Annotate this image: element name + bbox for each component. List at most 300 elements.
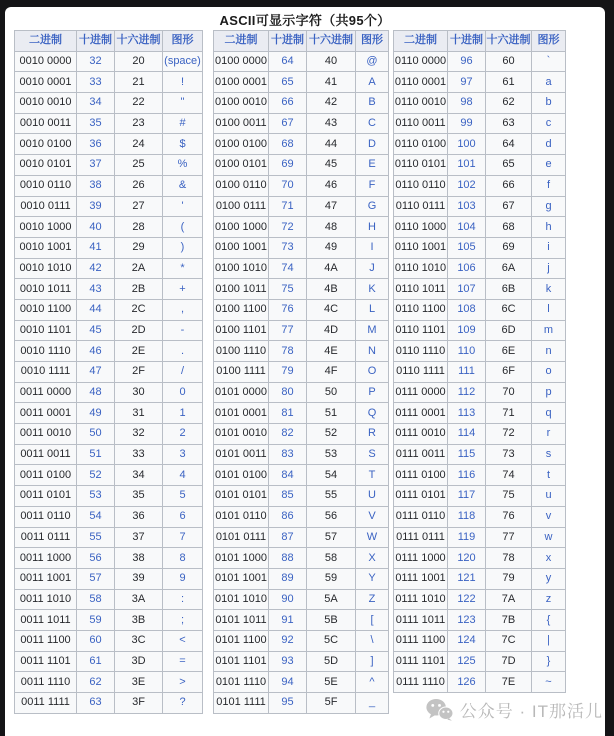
binary-cell: 0010 1100 xyxy=(15,299,77,320)
decimal-cell: 80 xyxy=(269,382,307,403)
binary-cell: 0101 1001 xyxy=(214,568,269,589)
table-row xyxy=(214,175,389,196)
decimal-cell: 84 xyxy=(269,465,307,486)
decimal-cell: 72 xyxy=(269,217,307,238)
decimal-cell: 101 xyxy=(448,155,486,176)
decimal-cell: 32 xyxy=(77,51,115,72)
decimal-cell: 87 xyxy=(269,527,307,548)
table-row xyxy=(15,589,203,610)
hex-cell: 75 xyxy=(486,486,532,507)
table-row xyxy=(214,341,389,362)
glyph-cell: @ xyxy=(356,51,389,72)
table-row xyxy=(15,403,203,424)
hex-cell: 5F xyxy=(307,693,356,714)
table-row xyxy=(214,258,389,279)
decimal-cell: 74 xyxy=(269,258,307,279)
binary-cell: 0011 0010 xyxy=(15,424,77,445)
binary-cell: 0110 0001 xyxy=(394,72,448,93)
glyph-cell: , xyxy=(163,299,203,320)
table-row xyxy=(214,506,389,527)
binary-cell: 0010 0010 xyxy=(15,93,77,114)
hex-cell: 66 xyxy=(486,175,532,196)
decimal-cell: 114 xyxy=(448,424,486,445)
glyph-cell: & xyxy=(163,175,203,196)
binary-cell: 0010 1000 xyxy=(15,217,77,238)
glyph-cell: A xyxy=(356,72,389,93)
hex-cell: 48 xyxy=(307,217,356,238)
page-content xyxy=(5,7,605,736)
table-row xyxy=(214,217,389,238)
glyph-cell: s xyxy=(532,444,566,465)
decimal-cell: 60 xyxy=(77,630,115,651)
decimal-cell: 41 xyxy=(77,237,115,258)
glyph-cell: O xyxy=(356,362,389,383)
hex-cell: 35 xyxy=(115,486,163,507)
glyph-cell: < xyxy=(163,630,203,651)
hex-cell: 78 xyxy=(486,548,532,569)
decimal-cell: 58 xyxy=(77,589,115,610)
decimal-cell: 113 xyxy=(448,403,486,424)
glyph-cell: > xyxy=(163,672,203,693)
hex-cell: 55 xyxy=(307,486,356,507)
decimal-cell: 61 xyxy=(77,651,115,672)
glyph-cell: ( xyxy=(163,217,203,238)
binary-cell: 0100 0011 xyxy=(214,113,269,134)
hex-cell: 4F xyxy=(307,362,356,383)
decimal-cell: 86 xyxy=(269,506,307,527)
decimal-cell: 48 xyxy=(77,382,115,403)
glyph-cell: 8 xyxy=(163,548,203,569)
binary-cell: 0110 0110 xyxy=(394,175,448,196)
binary-cell: 0111 0010 xyxy=(394,424,448,445)
glyph-cell: i xyxy=(532,237,566,258)
glyph-cell: * xyxy=(163,258,203,279)
watermark xyxy=(426,695,603,723)
binary-cell: 0101 1011 xyxy=(214,610,269,631)
table-row xyxy=(394,258,566,279)
hex-cell: 6E xyxy=(486,341,532,362)
decimal-cell: 66 xyxy=(269,93,307,114)
glyph-cell: T xyxy=(356,465,389,486)
ascii-table-64-95 xyxy=(213,30,389,714)
table-row xyxy=(15,548,203,569)
column-header-decimal: 十进制 xyxy=(77,31,115,52)
binary-cell: 0110 1010 xyxy=(394,258,448,279)
glyph-cell: ) xyxy=(163,237,203,258)
table-row xyxy=(214,672,389,693)
hex-cell: 50 xyxy=(307,382,356,403)
glyph-cell: v xyxy=(532,506,566,527)
table-row xyxy=(214,424,389,445)
binary-cell: 0011 1101 xyxy=(15,651,77,672)
decimal-cell: 112 xyxy=(448,382,486,403)
header-row xyxy=(15,31,203,52)
hex-cell: 70 xyxy=(486,382,532,403)
hex-cell: 72 xyxy=(486,424,532,445)
binary-cell: 0101 0010 xyxy=(214,424,269,445)
decimal-cell: 126 xyxy=(448,672,486,693)
glyph-cell: l xyxy=(532,299,566,320)
glyph-cell: h xyxy=(532,217,566,238)
table-row xyxy=(214,630,389,651)
decimal-cell: 79 xyxy=(269,362,307,383)
binary-cell: 0110 0100 xyxy=(394,134,448,155)
glyph-cell: ; xyxy=(163,610,203,631)
glyph-cell: - xyxy=(163,320,203,341)
hex-cell: 54 xyxy=(307,465,356,486)
decimal-cell: 40 xyxy=(77,217,115,238)
hex-cell: 41 xyxy=(307,72,356,93)
glyph-cell: 1 xyxy=(163,403,203,424)
glyph-cell: d xyxy=(532,134,566,155)
table-row xyxy=(394,610,566,631)
hex-cell: 57 xyxy=(307,527,356,548)
glyph-cell: G xyxy=(356,196,389,217)
table-row xyxy=(15,258,203,279)
glyph-cell: U xyxy=(356,486,389,507)
table-row xyxy=(394,424,566,445)
table-row xyxy=(15,93,203,114)
ascii-table-32-63 xyxy=(14,30,203,714)
binary-cell: 0101 1000 xyxy=(214,548,269,569)
hex-cell: 25 xyxy=(115,155,163,176)
binary-cell: 0011 1010 xyxy=(15,589,77,610)
decimal-cell: 119 xyxy=(448,527,486,548)
table-row xyxy=(394,403,566,424)
glyph-cell: ' xyxy=(163,196,203,217)
hex-cell: 29 xyxy=(115,237,163,258)
header-row xyxy=(214,31,389,52)
table-row xyxy=(214,382,389,403)
decimal-cell: 37 xyxy=(77,155,115,176)
binary-cell: 0110 1001 xyxy=(394,237,448,258)
table-row xyxy=(394,465,566,486)
binary-cell: 0011 0000 xyxy=(15,382,77,403)
decimal-cell: 110 xyxy=(448,341,486,362)
glyph-cell: n xyxy=(532,341,566,362)
binary-cell: 0110 0111 xyxy=(394,196,448,217)
hex-cell: 38 xyxy=(115,548,163,569)
glyph-cell: I xyxy=(356,237,389,258)
binary-cell: 0111 0110 xyxy=(394,506,448,527)
binary-cell: 0101 0111 xyxy=(214,527,269,548)
table-row xyxy=(214,196,389,217)
glyph-cell: _ xyxy=(356,693,389,714)
binary-cell: 0010 1010 xyxy=(15,258,77,279)
glyph-cell: z xyxy=(532,589,566,610)
hex-cell: 47 xyxy=(307,196,356,217)
table-row xyxy=(15,486,203,507)
ascii-table-96-126 xyxy=(393,30,566,693)
glyph-cell: ] xyxy=(356,651,389,672)
glyph-cell: 9 xyxy=(163,568,203,589)
decimal-cell: 124 xyxy=(448,630,486,651)
decimal-cell: 99 xyxy=(448,113,486,134)
glyph-cell: k xyxy=(532,279,566,300)
binary-cell: 0100 0101 xyxy=(214,155,269,176)
decimal-cell: 94 xyxy=(269,672,307,693)
hex-cell: 6F xyxy=(486,362,532,383)
binary-cell: 0111 0011 xyxy=(394,444,448,465)
glyph-cell: p xyxy=(532,382,566,403)
decimal-cell: 54 xyxy=(77,506,115,527)
hex-cell: 5B xyxy=(307,610,356,631)
glyph-cell: J xyxy=(356,258,389,279)
table-row xyxy=(394,196,566,217)
glyph-cell: j xyxy=(532,258,566,279)
glyph-cell: x xyxy=(532,548,566,569)
wechat-icon xyxy=(426,698,453,721)
table-row xyxy=(394,341,566,362)
decimal-cell: 47 xyxy=(77,362,115,383)
binary-cell: 0110 0101 xyxy=(394,155,448,176)
binary-cell: 0010 0111 xyxy=(15,196,77,217)
glyph-cell: C xyxy=(356,113,389,134)
binary-cell: 0011 1000 xyxy=(15,548,77,569)
binary-cell: 0110 1110 xyxy=(394,341,448,362)
table-row xyxy=(394,651,566,672)
hex-cell: 52 xyxy=(307,424,356,445)
binary-cell: 0011 0101 xyxy=(15,486,77,507)
hex-cell: 60 xyxy=(486,51,532,72)
binary-cell: 0010 0100 xyxy=(15,134,77,155)
glyph-cell: % xyxy=(163,155,203,176)
decimal-cell: 49 xyxy=(77,403,115,424)
table-row xyxy=(394,175,566,196)
table-row xyxy=(394,672,566,693)
table-row xyxy=(15,465,203,486)
decimal-cell: 68 xyxy=(269,134,307,155)
binary-cell: 0011 1100 xyxy=(15,630,77,651)
table-row xyxy=(15,72,203,93)
glyph-cell: ~ xyxy=(532,672,566,693)
binary-cell: 0100 1010 xyxy=(214,258,269,279)
decimal-cell: 33 xyxy=(77,72,115,93)
glyph-cell: \ xyxy=(356,630,389,651)
decimal-cell: 73 xyxy=(269,237,307,258)
decimal-cell: 121 xyxy=(448,568,486,589)
hex-cell: 6A xyxy=(486,258,532,279)
glyph-cell: 0 xyxy=(163,382,203,403)
decimal-cell: 70 xyxy=(269,175,307,196)
table-row xyxy=(214,651,389,672)
decimal-cell: 38 xyxy=(77,175,115,196)
decimal-cell: 34 xyxy=(77,93,115,114)
glyph-cell: Z xyxy=(356,589,389,610)
table-row xyxy=(394,506,566,527)
hex-cell: 6D xyxy=(486,320,532,341)
hex-cell: 3B xyxy=(115,610,163,631)
binary-cell: 0011 1011 xyxy=(15,610,77,631)
hex-cell: 4C xyxy=(307,299,356,320)
decimal-cell: 56 xyxy=(77,548,115,569)
decimal-cell: 59 xyxy=(77,610,115,631)
glyph-cell: ! xyxy=(163,72,203,93)
column-header-binary: 二进制 xyxy=(394,31,448,52)
hex-cell: 6C xyxy=(486,299,532,320)
binary-cell: 0011 1111 xyxy=(15,693,77,714)
binary-cell: 0100 0010 xyxy=(214,93,269,114)
watermark-text: 公众号 · IT那活儿 xyxy=(459,701,603,721)
binary-cell: 0111 0000 xyxy=(394,382,448,403)
hex-cell: 3D xyxy=(115,651,163,672)
table-row xyxy=(15,444,203,465)
binary-cell: 0101 0101 xyxy=(214,486,269,507)
table-row xyxy=(394,93,566,114)
decimal-cell: 71 xyxy=(269,196,307,217)
hex-cell: 37 xyxy=(115,527,163,548)
binary-cell: 0110 1101 xyxy=(394,320,448,341)
glyph-cell: : xyxy=(163,589,203,610)
hex-cell: 33 xyxy=(115,444,163,465)
hex-cell: 79 xyxy=(486,568,532,589)
binary-cell: 0010 1101 xyxy=(15,320,77,341)
table-row xyxy=(394,527,566,548)
binary-cell: 0010 1110 xyxy=(15,341,77,362)
hex-cell: 5D xyxy=(307,651,356,672)
hex-cell: 3A xyxy=(115,589,163,610)
decimal-cell: 52 xyxy=(77,465,115,486)
glyph-cell: F xyxy=(356,175,389,196)
table-row xyxy=(15,630,203,651)
decimal-cell: 50 xyxy=(77,424,115,445)
table-row xyxy=(214,299,389,320)
decimal-cell: 89 xyxy=(269,568,307,589)
glyph-cell: [ xyxy=(356,610,389,631)
hex-cell: 23 xyxy=(115,113,163,134)
binary-cell: 0011 0011 xyxy=(15,444,77,465)
glyph-cell: c xyxy=(532,113,566,134)
table-row xyxy=(15,113,203,134)
glyph-cell: a xyxy=(532,72,566,93)
hex-cell: 4D xyxy=(307,320,356,341)
binary-cell: 0111 1000 xyxy=(394,548,448,569)
decimal-cell: 67 xyxy=(269,113,307,134)
decimal-cell: 57 xyxy=(77,568,115,589)
table-row xyxy=(15,693,203,714)
binary-cell: 0110 1000 xyxy=(394,217,448,238)
decimal-cell: 51 xyxy=(77,444,115,465)
hex-cell: 65 xyxy=(486,155,532,176)
binary-cell: 0100 0100 xyxy=(214,134,269,155)
table-row xyxy=(214,113,389,134)
glyph-cell: u xyxy=(532,486,566,507)
decimal-cell: 97 xyxy=(448,72,486,93)
binary-cell: 0100 0110 xyxy=(214,175,269,196)
binary-cell: 0100 1001 xyxy=(214,237,269,258)
binary-cell: 0111 1010 xyxy=(394,589,448,610)
binary-cell: 0010 0011 xyxy=(15,113,77,134)
glyph-cell: ^ xyxy=(356,672,389,693)
decimal-cell: 107 xyxy=(448,279,486,300)
column-header-decimal: 十进制 xyxy=(269,31,307,52)
binary-cell: 0101 0001 xyxy=(214,403,269,424)
table-row xyxy=(394,279,566,300)
decimal-cell: 102 xyxy=(448,175,486,196)
glyph-cell: q xyxy=(532,403,566,424)
hex-cell: 39 xyxy=(115,568,163,589)
decimal-cell: 106 xyxy=(448,258,486,279)
table-row xyxy=(394,51,566,72)
hex-cell: 4E xyxy=(307,341,356,362)
hex-cell: 3C xyxy=(115,630,163,651)
decimal-cell: 83 xyxy=(269,444,307,465)
table-row xyxy=(214,93,389,114)
glyph-cell: | xyxy=(532,630,566,651)
decimal-cell: 92 xyxy=(269,630,307,651)
table-row xyxy=(214,589,389,610)
hex-cell: 36 xyxy=(115,506,163,527)
binary-cell: 0111 1101 xyxy=(394,651,448,672)
hex-cell: 2E xyxy=(115,341,163,362)
binary-cell: 0010 1111 xyxy=(15,362,77,383)
glyph-cell: m xyxy=(532,320,566,341)
binary-cell: 0110 0011 xyxy=(394,113,448,134)
header-row xyxy=(394,31,566,52)
table-row xyxy=(15,341,203,362)
binary-cell: 0111 0001 xyxy=(394,403,448,424)
hex-cell: 77 xyxy=(486,527,532,548)
hex-cell: 46 xyxy=(307,175,356,196)
column-header-binary: 二进制 xyxy=(15,31,77,52)
glyph-cell: 4 xyxy=(163,465,203,486)
table-row xyxy=(214,320,389,341)
table-row xyxy=(214,693,389,714)
table-row xyxy=(214,486,389,507)
decimal-cell: 46 xyxy=(77,341,115,362)
table-row xyxy=(394,217,566,238)
glyph-cell: t xyxy=(532,465,566,486)
glyph-cell: y xyxy=(532,568,566,589)
binary-cell: 0100 0111 xyxy=(214,196,269,217)
decimal-cell: 36 xyxy=(77,134,115,155)
glyph-cell: K xyxy=(356,279,389,300)
glyph-cell: 6 xyxy=(163,506,203,527)
decimal-cell: 62 xyxy=(77,672,115,693)
hex-cell: 63 xyxy=(486,113,532,134)
glyph-cell: S xyxy=(356,444,389,465)
hex-cell: 27 xyxy=(115,196,163,217)
decimal-cell: 104 xyxy=(448,217,486,238)
column-header-hex: 十六进制 xyxy=(115,31,163,52)
table-row xyxy=(15,651,203,672)
glyph-cell: (space) xyxy=(163,51,203,72)
table-row xyxy=(15,568,203,589)
decimal-cell: 91 xyxy=(269,610,307,631)
glyph-cell: } xyxy=(532,651,566,672)
binary-cell: 0111 0101 xyxy=(394,486,448,507)
glyph-cell: # xyxy=(163,113,203,134)
binary-cell: 0101 1100 xyxy=(214,630,269,651)
column-header-glyph: 图形 xyxy=(356,31,389,52)
binary-cell: 0110 1111 xyxy=(394,362,448,383)
table-row xyxy=(214,51,389,72)
column-header-hex: 十六进制 xyxy=(307,31,356,52)
glyph-cell: $ xyxy=(163,134,203,155)
decimal-cell: 45 xyxy=(77,320,115,341)
table-row xyxy=(15,506,203,527)
binary-cell: 0101 0100 xyxy=(214,465,269,486)
decimal-cell: 117 xyxy=(448,486,486,507)
hex-cell: 32 xyxy=(115,424,163,445)
binary-cell: 0110 1011 xyxy=(394,279,448,300)
binary-cell: 0110 0000 xyxy=(394,51,448,72)
binary-cell: 0010 1011 xyxy=(15,279,77,300)
binary-cell: 0100 1110 xyxy=(214,341,269,362)
binary-cell: 0110 0010 xyxy=(394,93,448,114)
binary-cell: 0111 0100 xyxy=(394,465,448,486)
decimal-cell: 95 xyxy=(269,693,307,714)
